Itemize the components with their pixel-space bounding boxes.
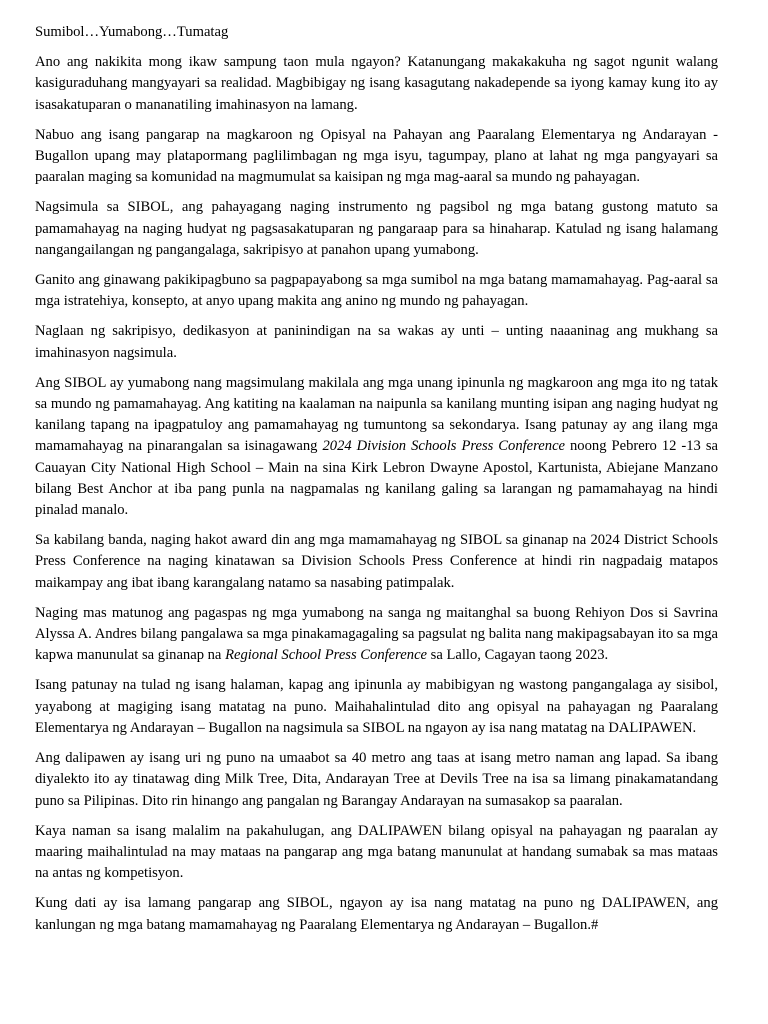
paragraph-text: Isang patunay na tulad ng isang halaman, kapag ang ipinunla ay mabibigyan ng wastong pangangalaga ay sisibol, yayabong at magiging isang matatag na puno. Maihahalintulad dito ang opisyal na pahayagan ng Paaralang Elementarya ng Andarayan – Bugallon na nagsimula sa SIBOL na ngayon ay isa nang matatag na DALIPAWEN. [35,677,718,736]
paragraph-text: Naging mas matunog ang pagaspas ng mga yumabong na sanga ng maitanghal sa buong Rehiyon Dos si Savrina Alyssa A. Andres bilang pangalawa sa mga pinakamagagaling sa pagsulat ng balita nang makipagsabayan ito sa mga kapwa manunulat sa ginanap na [35,604,718,664]
event-name-italic: Regional School Press Conference [225,647,428,664]
paragraph-3 [35,197,718,261]
paragraph-12 [35,893,718,935]
paragraph-text: Naglaan ng sakripisyo, dedikasyon at paninindigan na sa wakas ay unti – unting naaaninag ang mukhang sa imahinasyon nagsimula. [35,323,718,361]
paragraph-10 [35,748,718,812]
paragraph-4 [35,270,718,312]
paragraph-7 [35,530,718,594]
paragraph-text: noong Pebrero 12 -13 sa Cauayan City National High School – Main na sina Kirk Lebron Dwayne Apostol, Kartunista, Abiejane Manzano bilang Best Anchor at iba pang punla na nagpamalas ng kanilang galing sa larangan ng pamamahayag na hindi pinalad manalo. [35,438,718,519]
paragraph-text: Ganito ang ginawang pakikipagbuno sa pagpapayabong sa mga sumibol na mga batang mamamahayag. Pag-aaral sa mga istratehiya, konsepto, at anyo upang makita ang anino ng mundo ng pahayagan. [35,272,718,310]
paragraph-text: Sa kabilang banda, naging hakot award din ang mga mamamahayag ng SIBOL sa ginanap na 2024 District Schools Press Conference na naging kinatawan sa Division Schools Press Conference at hindi rin nagpadaig matapos maikampay ang ibat ibang karangalang natamo sa nasabing patimpalak. [35,532,718,591]
paragraph-9 [35,675,718,739]
document-page [35,22,718,945]
paragraph-text: sa Lallo, Cagayan taong 2023. [427,647,609,664]
paragraph-text: Ano ang nakikita mong ikaw sampung taon mula ngayon? Katanungang makakakuha ng sagot ngunit walang kasiguraduhang mangyayari sa realidad. Magbibigay ng isang kasagutang nakadepende sa iyong kamay kung ito ay isasakatuparan o mananatiling imahinasyon na lamang. [35,54,718,113]
event-name-italic: 2024 Division Schools Press Conference [322,438,566,455]
paragraph-8 [35,603,718,667]
paragraph-5 [35,321,718,363]
paragraph-text: Kung dati ay isa lamang pangarap ang SIBOL, ngayon ay isa nang matatag na puno ng DALIPAWEN, ang kanlungan ng mga batang mamamahayag ng Paaralang Elementarya ng Andarayan – Bugallon.# [35,895,718,933]
paragraph-text: Ang dalipawen ay isang uri ng puno na umaabot sa 40 metro ang taas at isang metro naman ang lapad. Sa ibang diyalekto ito ay tinatawag ding Milk Tree, Dita, Andarayan Tree at Devils Tree na isa sa limang pinakamatandang puno sa Pilipinas. Dito rin hinango ang pangalan ng Barangay Andarayan na sumasakop sa paaralan. [35,750,718,809]
paragraph-1 [35,52,718,116]
paragraph-2 [35,125,718,189]
paragraph-6 [35,373,718,521]
document-title: Sumibol…Yumabong…Tumatag [35,24,229,40]
paragraph-text: Ang SIBOL ay yumabong nang magsimulang makilala ang mga unang ipinunla ng magkaroon ang mga ito ng tatak sa mundo ng pamamahayag. Ang katiting na kaalaman na naipunla sa kanilang munting isipan ang naging hudyat ng kanilang tapang na ipagpatuloy ang pamamahayag ng tumuntong sa sekondarya. Isang patunay ay ang ilang mga mamamahayag na pinarangalan sa isinagawang [35,374,718,455]
paragraph-11 [35,821,718,885]
paragraph-text: Nabuo ang isang pangarap na magkaroon ng Opisyal na Pahayan ang Paaralang Elementarya ng Andarayan - Bugallon upang may platapormang paglilimbagan ng mga isyu, tagumpay, plano at lahat ng mga pangyayari sa paaralan maging sa komunidad na magmumulat sa kaisipan ng mga mag-aaral sa mundo ng pahayagan. [35,126,718,186]
paragraph-text: Nagsimula sa SIBOL, ang pahayagang naging instrumento ng pagsibol ng mga batang gustong matuto sa pamamahayag na naging hudyat ng pagsasakatuparan ng pangaraap para sa hinaharap. Katulad ng isang halamang nangangailangan ng pangangalaga, sakripisyo at panahon upang yumabong. [35,199,718,258]
paragraph-text: Kaya naman sa isang malalim na pakahulugan, ang DALIPAWEN bilang opisyal na pahayagan ng paaralan ay maaring maihalintulad na may mataas na pangarap ang mga batang manunulat at handang sumabak sa mas mataas na antas ng kompetisyon. [35,822,718,882]
